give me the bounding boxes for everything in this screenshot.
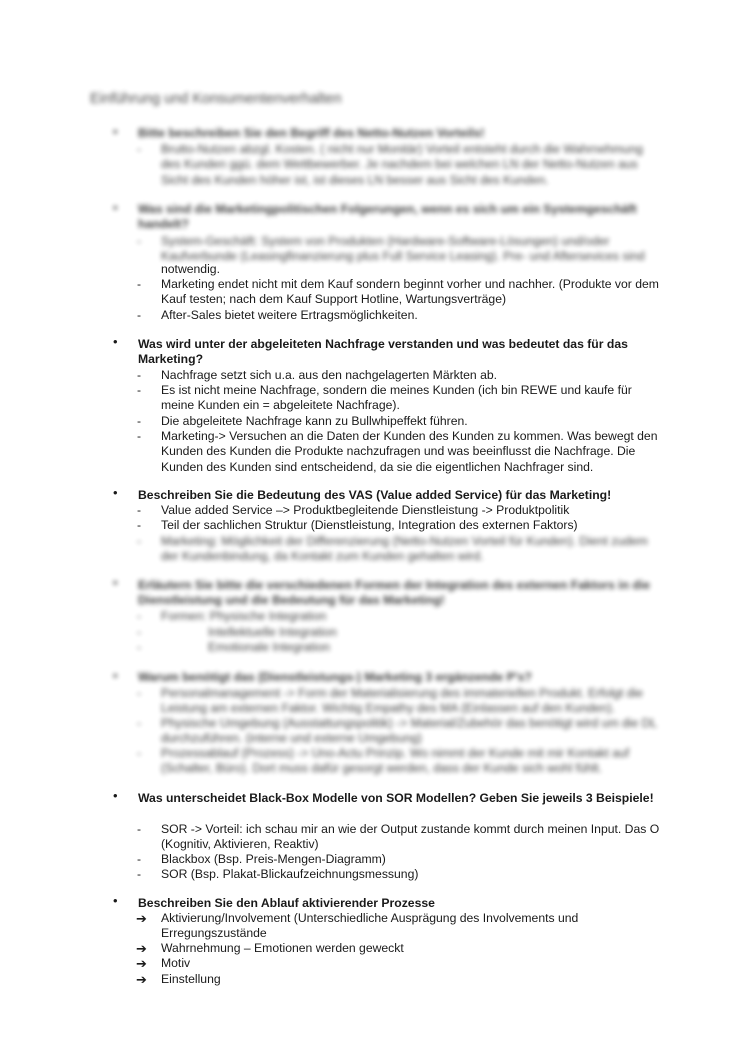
arrow-icon: ➔ bbox=[136, 941, 147, 956]
answer-item: System-Geschäft: System von Produkten (Hardware-Software-Lösungen) und/oder Kaufverbunde (Leasingfinanzierung plus Full Service Leasing). Pre- und Aftersevices sind bbox=[161, 234, 645, 264]
answer-item: After-Sales bietet weitere Ertragsmöglichkeiten. bbox=[161, 308, 418, 322]
bullet-icon: • bbox=[113, 124, 118, 139]
arrow-icon: ➔ bbox=[136, 911, 147, 926]
dash-marker: - bbox=[137, 414, 142, 428]
dash-marker: - bbox=[137, 867, 142, 881]
question-text: Erläutern Sie bitte die verschiedenen Formen der Integration des externen Faktors in die Dienstleistung und die Bedeutung für das Marketing! bbox=[138, 578, 651, 608]
dash-marker: - bbox=[137, 429, 142, 443]
bullet-icon: • bbox=[113, 575, 118, 590]
dash-marker: - bbox=[137, 277, 142, 291]
answer-item: Wahrnehmung – Emotionen werden geweckt bbox=[161, 941, 404, 955]
answer-item: Physische Umgebung (Ausstattungspolitik) -> Material/Zubehör das benötigt wird um die DL durchzuführen. (interne und externe Umgebung) bbox=[161, 716, 657, 746]
answer-item: Marketing-> Versuchen an die Daten der Kunden des Kunden zu kommen. Was bewegt den Kunden des Kunden die Produkte nachzufragen und was beeinflusst die Nachfrage. Die Kunden des Kunden sind entscheidend, da sie die eigentlichen Nachfrager sind. bbox=[161, 429, 658, 474]
dash-marker: - bbox=[137, 746, 142, 760]
dash-marker: - bbox=[137, 518, 142, 532]
dash-marker: - bbox=[137, 609, 142, 623]
dash-marker: - bbox=[137, 534, 142, 548]
dash-marker: - bbox=[137, 686, 142, 700]
answer-item: Einstellung bbox=[161, 972, 221, 986]
dash-marker: - bbox=[137, 625, 142, 639]
question-text: Beschreiben Sie den Ablauf aktivierender Prozesse bbox=[138, 896, 435, 910]
answer-item: Prozessablauf (Prozess) -> Uno-Actu Prinzip. Wo nimmt der Kunde mit mir Kontakt auf (Schalter, Büro). Dort muss dafür gesorgt werden, dass der Kunde sich wohl fühlt. bbox=[161, 746, 630, 776]
answer-item: Die abgeleitete Nachfrage kann zu Bullwhipeffekt führen. bbox=[161, 414, 468, 428]
dash-marker: - bbox=[137, 716, 142, 730]
bullet-icon: • bbox=[113, 334, 118, 349]
bullet-icon: • bbox=[113, 788, 118, 803]
answer-item: Marketing: Möglichkeit der Differenzierung (Netto-Nutzen Vorteil für Kunden). Dient zudem der Kundenbindung, da Kontakt zum Kunden gehalten wird. bbox=[161, 534, 648, 564]
answer-item: Emotionale Integration bbox=[208, 640, 330, 654]
question-text: Was sind die Marketingpolitischen Folgerungen, wenn es sich um ein Systemgeschäft handelt? bbox=[138, 202, 637, 232]
dash-marker: - bbox=[137, 852, 142, 866]
answer-item: SOR -> Vorteil: ich schau mir an wie der Output zustande kommt durch meinen Input. Das O (Kognitiv, Aktivieren, Reaktiv) bbox=[161, 822, 660, 852]
answer-item: Teil der sachlichen Struktur (Dienstleistung, Integration des externen Faktors) bbox=[161, 518, 578, 532]
answer-item: Intellektuelle Integration bbox=[208, 625, 337, 639]
bullet-icon: • bbox=[113, 893, 118, 908]
answer-item: Es ist nicht meine Nachfrage, sondern die meines Kunden (ich bin REWE und kaufe für meine Kunden ein = abgeleitete Nachfrage). bbox=[161, 383, 632, 413]
dash-marker: - bbox=[137, 822, 142, 836]
answer-item: SOR (Bsp. Plakat-Blickaufzeichnungsmessung) bbox=[161, 867, 419, 881]
answer-item-continuation: notwendig. bbox=[161, 262, 220, 276]
answer-item: Marketing endet nicht mit dem Kauf sondern beginnt vorher und nachher. (Produkte vor dem Kauf testen; nach dem Kauf Support Hotline, Wartungsverträge) bbox=[161, 277, 659, 307]
question-text: Warum benötigt das (Dienstleistungs-) Marketing 3 ergänzende P's? bbox=[138, 670, 532, 684]
arrow-icon: ➔ bbox=[136, 972, 147, 987]
dash-marker: - bbox=[137, 234, 142, 248]
answer-item: Aktivierung/Involvement (Unterschiedliche Ausprägung des Involvements und Erregungszustände bbox=[161, 911, 579, 941]
question-text: Beschreiben Sie die Bedeutung des VAS (Value added Service) für das Marketing! bbox=[138, 488, 612, 502]
answer-item: Motiv bbox=[161, 956, 191, 970]
question-text: Was wird unter der abgeleiteten Nachfrage verstanden und was bedeutet das für das Marketing? bbox=[138, 337, 628, 367]
answer-item: Brutto-Nutzen abzgl. Kosten. ( nicht nur Monitär) Vorteil entsteht durch die Wahrnehmung des Kunden ggü. dem Wettbewerber. Je nachdem bei welchen LN der Netto-Nutzen aus Sicht des Kunden höher ist, ist dieses LN besser aus Sicht des Kunden. bbox=[161, 142, 643, 187]
bullet-icon: • bbox=[113, 668, 118, 683]
question-text: Was unterscheidet Black-Box Modelle von SOR Modellen? Geben Sie jeweils 3 Beispiele! bbox=[138, 791, 654, 805]
question-text: Bitte beschreiben Sie den Begriff des Netto-Nutzen Vorteils! bbox=[138, 126, 485, 140]
dash-marker: - bbox=[137, 308, 142, 322]
dash-marker: - bbox=[137, 368, 142, 382]
arrow-icon: ➔ bbox=[136, 956, 147, 971]
answer-item: Nachfrage setzt sich u.a. aus den nachgelagerten Märkten ab. bbox=[161, 368, 498, 382]
bullet-icon: • bbox=[113, 200, 118, 215]
answer-item: Personalmanagement -> Form der Materialisierung des immateriellen Produkt. Erfolgt die Leistung am externen Faktor. Wichtig Empathy des MA (Einlassen auf den Kunden). bbox=[161, 686, 643, 716]
bullet-icon: • bbox=[113, 485, 118, 500]
page-title: Einführung und Konsumentenverhalten bbox=[90, 91, 342, 107]
dash-marker: - bbox=[137, 503, 142, 517]
answer-item: Blackbox (Bsp. Preis-Mengen-Diagramm) bbox=[161, 852, 386, 866]
dash-marker: - bbox=[137, 640, 142, 654]
dash-marker: - bbox=[137, 142, 142, 156]
answer-item: Formen: Physische Integration bbox=[161, 609, 327, 623]
answer-item: Value added Service –> Produktbegleitende Dienstleistung -> Produktpolitik bbox=[161, 503, 570, 517]
dash-marker: - bbox=[137, 383, 142, 397]
